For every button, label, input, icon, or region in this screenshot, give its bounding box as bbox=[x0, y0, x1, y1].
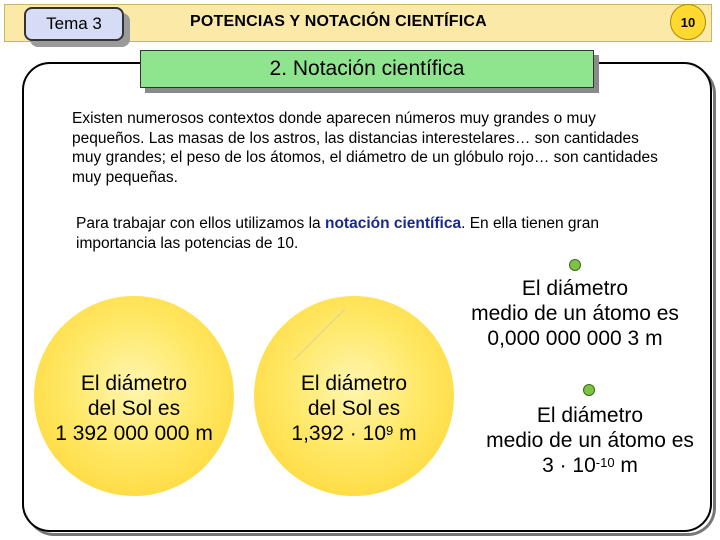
sun-decimal-line2: del Sol es bbox=[87, 397, 181, 420]
sun-scientific-line2: del Sol es bbox=[307, 397, 401, 420]
sun-scientific-exponent: 9 bbox=[386, 423, 394, 438]
atom-decimal-value: 0,000 000 000 3 m bbox=[487, 327, 663, 350]
sun-diameter-decimal bbox=[34, 371, 234, 446]
sun-scientific-unit: m bbox=[393, 422, 417, 445]
atom-scientific-unit: m bbox=[614, 454, 638, 477]
atom-diameter-scientific bbox=[466, 403, 714, 478]
notation-paragraph-end: . En ella tienen gran importancia las potencias de 10. bbox=[76, 215, 599, 252]
atom-scientific-mantissa: 3 · 10 bbox=[542, 454, 596, 477]
atom-diameter-decimal bbox=[455, 276, 695, 351]
header-title: POTENCIAS Y NOTACIÓN CIENTÍFICA bbox=[190, 13, 487, 30]
sun-scientific-value bbox=[254, 421, 454, 446]
intro-paragraph: Existen numerosos contextos donde aparecen números muy grandes o muy pequeños. Las masas de los astros, las distancias interestelares… son cantidades muy grandes; el peso de los átomos, el diámetro de un glóbulo rojo… son cantidades muy pequeñas. bbox=[72, 110, 658, 186]
sun-shine-line bbox=[290, 305, 350, 365]
tema-tab[interactable] bbox=[24, 7, 124, 41]
notation-keyword: notación científica bbox=[324, 215, 462, 232]
sun-decimal-line1: El diámetro bbox=[80, 372, 188, 395]
notation-paragraph bbox=[76, 214, 666, 253]
atom-scientific-exponent: -10 bbox=[595, 455, 615, 470]
sun-diameter-scientific bbox=[254, 371, 454, 446]
sun-scientific-mantissa: 1,392 · 10 bbox=[291, 422, 386, 445]
notation-paragraph-start: Para trabajar con ellos utilizamos la bbox=[76, 215, 325, 232]
sun-decimal-value: 1 392 000 000 m bbox=[55, 422, 213, 445]
atom-dot-decimal bbox=[569, 259, 581, 271]
atom-scientific-line1: El diámetro bbox=[536, 404, 644, 427]
page-number: 10 bbox=[680, 14, 696, 30]
sun-scientific-line1: El diámetro bbox=[300, 372, 408, 395]
section-title bbox=[140, 50, 594, 88]
page-number-badge bbox=[670, 4, 706, 40]
atom-scientific-line2: medio de un átomo es bbox=[486, 429, 694, 452]
section-title-text: 2. Notación científica bbox=[269, 57, 465, 80]
atom-scientific-value bbox=[466, 453, 714, 478]
tema-label: Tema 3 bbox=[46, 14, 102, 33]
atom-decimal-line2: medio de un átomo es bbox=[471, 302, 679, 325]
atom-dot-scientific bbox=[583, 384, 595, 396]
atom-decimal-line1: El diámetro bbox=[521, 277, 629, 300]
